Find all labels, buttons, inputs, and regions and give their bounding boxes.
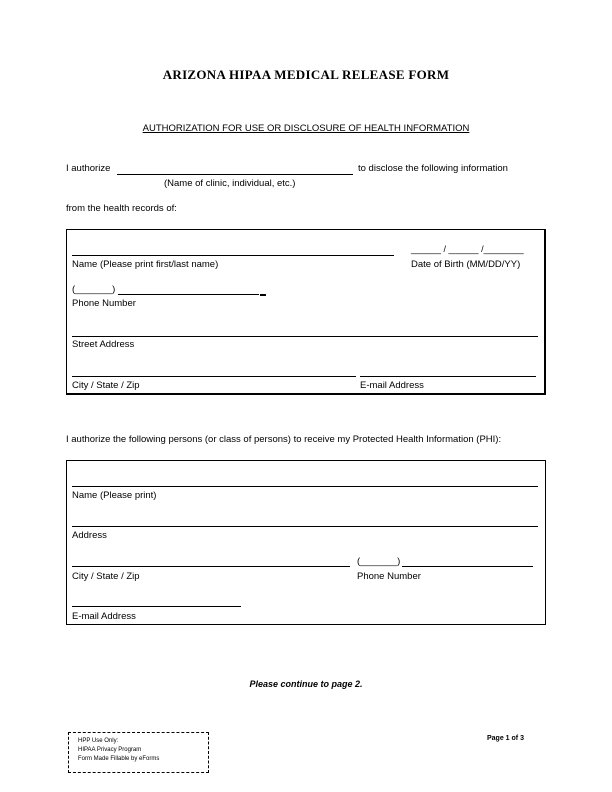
recipient-name-field[interactable] — [72, 486, 538, 487]
page-subtitle: AUTHORIZATION FOR USE OR DISCLOSURE OF HEALTH INFORMATION — [142, 123, 470, 134]
recipient-address-label: Address — [72, 530, 107, 541]
patient-city-field[interactable] — [72, 376, 356, 377]
patient-area-code-field[interactable]: (_______) — [72, 284, 116, 295]
page-title: ARIZONA HIPAA MEDICAL RELEASE FORM — [162, 67, 450, 82]
recipient-city-label: City / State / Zip — [72, 571, 140, 582]
recipient-address-field[interactable] — [72, 526, 538, 527]
phone-line-end — [260, 294, 266, 296]
page-indicator: Page 1 of 3 — [487, 735, 524, 742]
recipient-intro: I authorize the following persons (or class of persons) to receive my Protected Health Information (PHI): — [66, 434, 502, 445]
recipient-name-label: Name (Please print) — [72, 490, 157, 501]
dob-field[interactable]: ______ / ______ /________ — [411, 244, 524, 254]
patient-phone-field[interactable] — [118, 294, 259, 295]
patient-street-label: Street Address — [72, 339, 135, 350]
patient-phone-label: Phone Number — [72, 298, 136, 309]
recipient-city-field[interactable] — [72, 566, 350, 567]
authorize-prefix: I authorize — [66, 163, 111, 174]
authorize-suffix: to disclose the following information — [358, 163, 508, 174]
recipient-phone-label: Phone Number — [357, 571, 421, 582]
patient-email-label: E-mail Address — [360, 380, 424, 391]
office-use-box — [68, 732, 209, 773]
patient-name-field[interactable] — [72, 255, 394, 256]
office-use-line: HIPAA Privacy Program — [78, 747, 142, 753]
recipient-area-code-field[interactable]: (_______) — [357, 556, 401, 567]
dob-label: Date of Birth (MM/DD/YY) — [411, 259, 521, 270]
recipient-email-label: E-mail Address — [72, 611, 136, 622]
continue-note: Please continue to page 2. — [249, 679, 363, 689]
patient-name-label: Name (Please print first/last name) — [72, 259, 219, 270]
office-use-line: Form Made Fillable by eForms — [78, 756, 160, 762]
patient-city-label: City / State / Zip — [72, 380, 140, 391]
patient-email-field[interactable] — [360, 376, 536, 377]
recipient-info-box — [66, 460, 546, 625]
records-of-label: from the health records of: — [66, 203, 177, 214]
patient-street-field[interactable] — [72, 336, 538, 337]
recipient-email-field[interactable] — [72, 606, 241, 607]
office-use-line: HPP Use Only: — [78, 738, 119, 744]
authorizer-field-hint: (Name of clinic, individual, etc.) — [164, 178, 296, 189]
recipient-phone-field[interactable] — [402, 566, 533, 567]
authorizer-name-field[interactable] — [117, 174, 353, 175]
